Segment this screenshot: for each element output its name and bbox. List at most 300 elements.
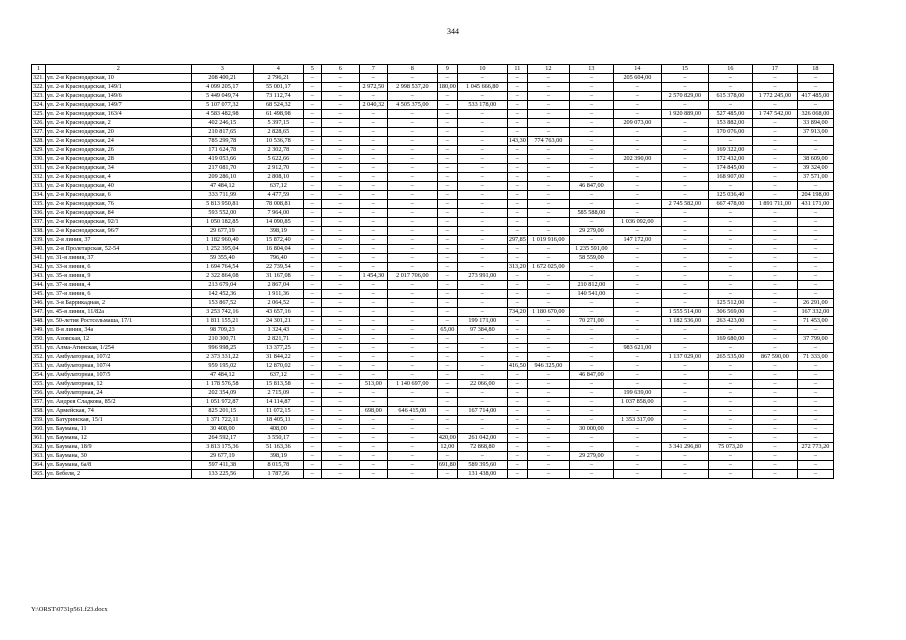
value-cell: 261 042,00 <box>457 434 507 443</box>
value-cell: – <box>661 245 708 254</box>
value-cell: – <box>437 416 457 425</box>
value-cell: – <box>457 119 507 128</box>
value-cell: – <box>797 362 833 371</box>
address-cell: ул. Амбулаторная, 24 <box>45 389 191 398</box>
value-cell: 1 050 182,85 <box>191 218 253 227</box>
value-cell: 39 324,00 <box>797 164 833 173</box>
value-cell: – <box>457 155 507 164</box>
value-cell: 698,00 <box>359 407 387 416</box>
row-number-cell: 342. <box>33 263 44 270</box>
value-cell: – <box>303 245 321 254</box>
value-cell: – <box>387 173 437 182</box>
address-cell: ул. 35-я линия, 9 <box>45 272 191 281</box>
value-cell: – <box>387 92 437 101</box>
value-cell: – <box>437 182 457 191</box>
value-cell: – <box>569 470 613 479</box>
header-row <box>32 65 834 74</box>
value-cell: 14 114,87 <box>253 398 303 407</box>
value-cell: – <box>321 335 359 344</box>
value-cell: – <box>387 119 437 128</box>
address-cell: ул. Баумана, 30 <box>45 452 191 461</box>
table-row <box>32 119 834 128</box>
value-cell: – <box>527 443 569 452</box>
value-cell: – <box>661 83 708 92</box>
value-cell: 1 180 670,00 <box>527 308 569 317</box>
value-cell: 589 395,60 <box>457 461 507 470</box>
value-cell: 3 813 175,36 <box>191 443 253 452</box>
row-number-cell: 358. <box>33 407 44 414</box>
value-cell: – <box>661 299 708 308</box>
value-cell: – <box>661 425 708 434</box>
value-cell: – <box>613 254 661 263</box>
value-cell: – <box>613 443 661 452</box>
value-cell: – <box>752 218 797 227</box>
value-cell: 38 609,00 <box>797 155 833 164</box>
value-cell: 31 844,22 <box>253 353 303 362</box>
address-cell: ул. 45-я линия, 11/82а <box>45 308 191 317</box>
value-cell: – <box>507 101 527 110</box>
column-header: 12 <box>527 65 569 74</box>
value-cell: 2 745 582,00 <box>661 200 708 209</box>
value-cell: – <box>387 317 437 326</box>
value-cell: – <box>527 110 569 119</box>
value-cell: 71 453,00 <box>797 317 833 326</box>
value-cell: – <box>387 434 437 443</box>
value-cell: 43 657,16 <box>253 308 303 317</box>
value-cell: – <box>708 182 752 191</box>
value-cell: – <box>507 191 527 200</box>
value-cell: – <box>321 173 359 182</box>
row-number-cell: 346. <box>33 299 44 306</box>
value-cell: 2 821,71 <box>253 335 303 344</box>
value-cell: – <box>507 470 527 479</box>
value-cell: – <box>321 128 359 137</box>
value-cell: – <box>613 137 661 146</box>
value-cell: – <box>507 317 527 326</box>
value-cell: 402 246,15 <box>191 119 253 128</box>
value-cell: 667 478,00 <box>708 200 752 209</box>
value-cell: – <box>527 407 569 416</box>
value-cell: – <box>437 281 457 290</box>
value-cell: – <box>527 218 569 227</box>
value-cell: 4 099 205,17 <box>191 83 253 92</box>
row-number-cell: 343. <box>33 272 44 279</box>
value-cell: – <box>303 308 321 317</box>
value-cell: 585 588,00 <box>569 209 613 218</box>
table-row <box>32 353 834 362</box>
value-cell: 202 354,09 <box>191 389 253 398</box>
value-cell: – <box>613 281 661 290</box>
value-cell: – <box>507 434 527 443</box>
value-cell: – <box>321 371 359 380</box>
value-cell: – <box>507 74 527 83</box>
value-cell: – <box>613 110 661 119</box>
table-row <box>32 128 834 137</box>
value-cell: – <box>708 380 752 389</box>
value-cell: 2 912,70 <box>253 164 303 173</box>
value-cell: – <box>457 245 507 254</box>
value-cell: – <box>321 434 359 443</box>
value-cell: – <box>359 317 387 326</box>
row-number-cell: 348. <box>33 317 44 324</box>
value-cell: – <box>708 209 752 218</box>
value-cell: – <box>661 461 708 470</box>
value-cell: – <box>527 173 569 182</box>
value-cell: – <box>303 92 321 101</box>
value-cell: 2 796,21 <box>253 74 303 83</box>
value-cell: – <box>507 164 527 173</box>
value-cell: – <box>457 128 507 137</box>
value-cell: – <box>303 146 321 155</box>
row-number-cell: 332. <box>33 173 44 180</box>
value-cell: – <box>613 326 661 335</box>
value-cell: – <box>437 398 457 407</box>
value-cell: – <box>708 434 752 443</box>
column-header: 17 <box>752 65 797 74</box>
value-cell: – <box>387 209 437 218</box>
value-cell: – <box>457 164 507 173</box>
value-cell: 209 286,10 <box>191 173 253 182</box>
column-header: 13 <box>569 65 613 74</box>
value-cell: – <box>708 281 752 290</box>
value-cell: 12,00 <box>437 443 457 452</box>
table-row <box>32 191 834 200</box>
table-row <box>32 137 834 146</box>
value-cell: – <box>303 191 321 200</box>
value-cell: – <box>321 407 359 416</box>
row-number-cell: 365. <box>33 470 44 477</box>
value-cell: 431 171,00 <box>797 200 833 209</box>
value-cell: – <box>303 128 321 137</box>
column-header: 6 <box>321 65 359 74</box>
value-cell: – <box>321 182 359 191</box>
value-cell: – <box>507 425 527 434</box>
value-cell: 533 178,00 <box>457 101 507 110</box>
value-cell: – <box>387 308 437 317</box>
value-cell: 306 569,00 <box>708 308 752 317</box>
row-number-cell: 329. <box>33 146 44 153</box>
value-cell: – <box>437 344 457 353</box>
table-row <box>32 182 834 191</box>
value-cell: 199 171,00 <box>457 317 507 326</box>
row-number-cell: 349. <box>33 326 44 333</box>
value-cell: 15 872,40 <box>253 236 303 245</box>
value-cell: – <box>359 164 387 173</box>
value-cell: 2 040,32 <box>359 101 387 110</box>
table-row <box>32 299 834 308</box>
table-row <box>32 245 834 254</box>
value-cell: – <box>752 299 797 308</box>
value-cell: – <box>613 200 661 209</box>
value-cell: – <box>321 74 359 83</box>
table-row <box>32 218 834 227</box>
value-cell: – <box>321 290 359 299</box>
value-cell: – <box>303 353 321 362</box>
value-cell: – <box>321 299 359 308</box>
value-cell: – <box>752 191 797 200</box>
value-cell: – <box>527 128 569 137</box>
value-cell: – <box>387 461 437 470</box>
value-cell: – <box>457 353 507 362</box>
value-cell: – <box>303 407 321 416</box>
address-cell: ул. 2-я Краснодарская, 149/6 <box>45 92 191 101</box>
address-cell: ул. 2-я Краснодарская, 2 <box>45 119 191 128</box>
value-cell: – <box>569 443 613 452</box>
value-cell: 2 972,50 <box>359 83 387 92</box>
value-cell: – <box>752 245 797 254</box>
address-cell: ул. 2-я Краснодарская, 92/1 <box>45 218 191 227</box>
value-cell: – <box>457 335 507 344</box>
value-cell: – <box>321 227 359 236</box>
value-cell: – <box>321 236 359 245</box>
value-cell: 171 624,78 <box>191 146 253 155</box>
row-number-cell: 331. <box>33 164 44 171</box>
value-cell: – <box>359 326 387 335</box>
value-cell: – <box>527 101 569 110</box>
value-cell: – <box>569 272 613 281</box>
value-cell: – <box>437 470 457 479</box>
value-cell: – <box>752 326 797 335</box>
value-cell: – <box>708 371 752 380</box>
value-cell: – <box>457 173 507 182</box>
value-cell: – <box>752 182 797 191</box>
value-cell: 68 524,32 <box>253 101 303 110</box>
value-cell: – <box>303 218 321 227</box>
value-cell: – <box>752 263 797 272</box>
value-cell: – <box>661 362 708 371</box>
value-cell: 2 373 331,22 <box>191 353 253 362</box>
table-row <box>32 470 834 479</box>
value-cell: – <box>437 101 457 110</box>
value-cell: – <box>303 380 321 389</box>
row-number-cell: 325. <box>33 110 44 117</box>
value-cell: 210 300,71 <box>191 335 253 344</box>
value-cell: – <box>457 308 507 317</box>
value-cell: – <box>613 263 661 272</box>
address-cell: ул. 2-я Краснодарская, 4 <box>45 173 191 182</box>
value-cell: – <box>661 416 708 425</box>
value-cell: – <box>661 335 708 344</box>
value-cell: – <box>321 425 359 434</box>
value-cell: – <box>569 263 613 272</box>
value-cell: 796,40 <box>253 254 303 263</box>
value-cell: 10 536,78 <box>253 137 303 146</box>
value-cell: 2 302,78 <box>253 146 303 155</box>
value-cell: – <box>359 290 387 299</box>
value-cell: 18 405,11 <box>253 416 303 425</box>
row-number-cell: 340. <box>33 245 44 252</box>
value-cell: – <box>613 209 661 218</box>
value-cell: – <box>752 434 797 443</box>
value-cell: 1 787,56 <box>253 470 303 479</box>
value-cell: – <box>457 299 507 308</box>
value-cell: – <box>613 227 661 236</box>
value-cell: – <box>613 425 661 434</box>
value-cell: – <box>457 371 507 380</box>
value-cell: – <box>359 281 387 290</box>
value-cell: – <box>303 101 321 110</box>
value-cell: – <box>661 182 708 191</box>
value-cell: 313,20 <box>508 263 526 270</box>
row-number-cell: 327. <box>33 128 44 135</box>
value-cell: – <box>613 182 661 191</box>
value-cell: 959 195,02 <box>191 362 253 371</box>
value-cell: – <box>359 335 387 344</box>
value-cell: – <box>661 101 708 110</box>
value-cell: – <box>708 452 752 461</box>
value-cell: 637,12 <box>253 371 303 380</box>
value-cell: – <box>359 173 387 182</box>
data-table <box>31 64 834 479</box>
value-cell: – <box>457 137 507 146</box>
row-number-cell: 324. <box>33 101 44 108</box>
value-cell: 73 112,74 <box>253 92 303 101</box>
value-cell: – <box>303 281 321 290</box>
row-number-cell: 323. <box>33 92 44 99</box>
value-cell: – <box>321 164 359 173</box>
value-cell: 1 178 576,58 <box>191 380 253 389</box>
value-cell: – <box>613 290 661 299</box>
value-cell: – <box>661 191 708 200</box>
value-cell: – <box>752 155 797 164</box>
value-cell: – <box>569 137 613 146</box>
value-cell: – <box>708 245 752 254</box>
address-cell: ул. Азовская, 12 <box>45 335 191 344</box>
value-cell: – <box>359 434 387 443</box>
table-row <box>32 83 834 92</box>
value-cell: – <box>797 416 833 425</box>
value-cell: 29 279,00 <box>569 452 613 461</box>
value-cell: – <box>321 200 359 209</box>
value-cell: – <box>708 290 752 299</box>
value-cell: – <box>457 263 507 272</box>
value-cell: – <box>437 308 457 317</box>
value-cell: – <box>661 236 708 245</box>
value-cell: 205 604,00 <box>613 74 661 83</box>
value-cell: – <box>359 389 387 398</box>
value-cell: 210 817,65 <box>191 128 253 137</box>
value-cell: – <box>457 389 507 398</box>
value-cell: – <box>387 299 437 308</box>
value-cell: – <box>527 74 569 83</box>
value-cell: – <box>752 227 797 236</box>
value-cell: – <box>507 92 527 101</box>
value-cell: – <box>752 416 797 425</box>
value-cell: – <box>613 308 661 317</box>
value-cell: – <box>507 245 527 254</box>
value-cell: – <box>507 146 527 155</box>
value-cell: 209 073,00 <box>613 119 661 128</box>
value-cell: – <box>437 407 457 416</box>
value-cell: – <box>613 434 661 443</box>
value-cell: – <box>752 74 797 83</box>
value-cell: – <box>527 452 569 461</box>
value-cell: – <box>321 380 359 389</box>
value-cell: 26 291,00 <box>797 299 833 308</box>
row-number-cell: 337. <box>33 218 44 225</box>
value-cell: 1 353 317,00 <box>613 416 661 425</box>
value-cell: – <box>569 155 613 164</box>
value-cell: – <box>437 389 457 398</box>
value-cell: – <box>752 425 797 434</box>
value-cell: – <box>437 74 457 83</box>
address-cell: ул. 2-я Краснодарская, 24 <box>45 137 191 146</box>
value-cell: – <box>359 236 387 245</box>
value-cell: – <box>569 398 613 407</box>
value-cell: 98 709,23 <box>191 326 253 335</box>
value-cell: – <box>387 362 437 371</box>
address-cell: ул. Алма-Атинская, 1/254 <box>45 344 191 353</box>
row-number-cell: 321. <box>33 74 44 81</box>
value-cell: – <box>661 434 708 443</box>
value-cell: 24 301,21 <box>253 317 303 326</box>
value-cell: – <box>752 407 797 416</box>
column-header: 3 <box>191 65 253 74</box>
value-cell: – <box>303 137 321 146</box>
value-cell: – <box>613 317 661 326</box>
value-cell: – <box>752 272 797 281</box>
value-cell: 46 847,00 <box>569 371 613 380</box>
value-cell: – <box>569 119 613 128</box>
value-cell: – <box>321 155 359 164</box>
value-cell: – <box>527 353 569 362</box>
value-cell: – <box>752 254 797 263</box>
column-header: 1 <box>32 65 46 74</box>
value-cell: – <box>387 389 437 398</box>
value-cell: 1 772 245,00 <box>752 92 797 101</box>
value-cell: – <box>569 74 613 83</box>
value-cell: – <box>359 461 387 470</box>
value-cell: – <box>437 173 457 182</box>
table-row <box>32 155 834 164</box>
value-cell: – <box>661 389 708 398</box>
value-cell: – <box>708 74 752 83</box>
value-cell: 1 371 722,11 <box>191 416 253 425</box>
value-cell: – <box>527 371 569 380</box>
value-cell: – <box>457 182 507 191</box>
value-cell: – <box>507 353 527 362</box>
value-cell: – <box>359 155 387 164</box>
value-cell: – <box>321 254 359 263</box>
table-row <box>32 317 834 326</box>
value-cell: – <box>613 128 661 137</box>
value-cell: – <box>613 173 661 182</box>
table-row <box>32 443 834 452</box>
value-cell: – <box>387 452 437 461</box>
value-cell: 16 804,04 <box>253 245 303 254</box>
value-cell: 202 390,00 <box>613 155 661 164</box>
value-cell: – <box>321 137 359 146</box>
value-cell: – <box>303 110 321 119</box>
table-row <box>32 434 834 443</box>
value-cell: – <box>797 425 833 434</box>
value-cell: 97 384,80 <box>457 326 507 335</box>
row-number-cell: 354. <box>33 371 44 378</box>
value-cell: – <box>321 281 359 290</box>
value-cell: 1 911,36 <box>253 290 303 299</box>
value-cell: – <box>527 200 569 209</box>
value-cell: – <box>752 137 797 146</box>
value-cell: 5 813 950,81 <box>191 200 253 209</box>
value-cell: – <box>797 263 833 272</box>
value-cell: – <box>457 191 507 200</box>
row-number-cell: 335. <box>33 200 44 207</box>
value-cell: 996 998,25 <box>191 344 253 353</box>
value-cell: – <box>797 380 833 389</box>
value-cell: 1 182 960,40 <box>191 236 253 245</box>
value-cell: 213 679,04 <box>191 281 253 290</box>
value-cell: – <box>527 254 569 263</box>
